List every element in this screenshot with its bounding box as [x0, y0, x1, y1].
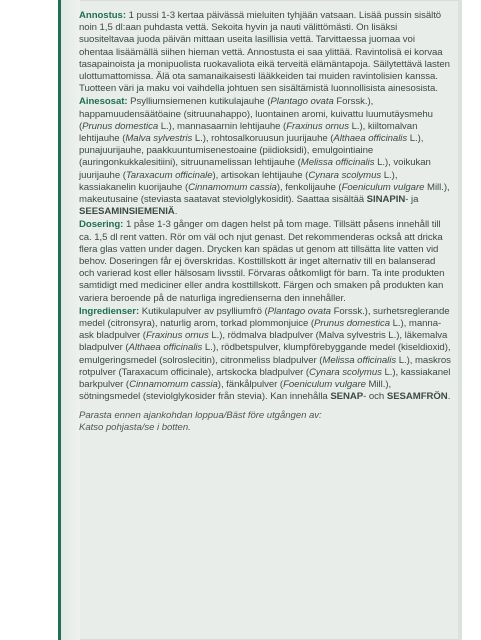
- package-green-edge: [58, 0, 61, 640]
- ingredienser-text-part: Fraxinus ornus: [145, 330, 209, 342]
- ainesosat-text-part: L.), kassiakanelin kuorijauhe (: [79, 169, 398, 193]
- ingredienser-text-part: L.), kassiakanel barkpulver (: [79, 366, 451, 391]
- package-right-edge: [458, 0, 462, 640]
- section-ingredienser: [79, 306, 451, 404]
- ainesosat-text-part: ), fenkolijauhe (: [276, 181, 342, 193]
- ainesosat-text-part: Melissa officinalis: [300, 157, 375, 169]
- ingredienser-text-part: ), fänkålpulver (: [217, 379, 284, 391]
- ainesosat-text-part: .: [174, 206, 178, 218]
- ingredienser-text-part: L.), rödmalva bladpulver (Malva sylvestris L.), läkemalva bladpulver (: [79, 330, 448, 354]
- ingredienser-text-part: Plantago ovata: [267, 305, 331, 317]
- ingredienser-text-part: Althaea officinalis: [128, 342, 203, 354]
- ingredienser-text-part: L.), manna-ask bladpulver (: [79, 318, 442, 342]
- ainesosat-text-part: Cynara scolymus: [308, 169, 382, 181]
- ingredienser-text-part: Melissa officinalis: [322, 354, 397, 366]
- ingredienser-text-part: Cinnamomum cassia: [129, 379, 218, 391]
- ingredienser-text-part: Cynara scolymus: [309, 366, 382, 378]
- ainesosat-text-part: ), artisokan lehtijauhe (: [212, 169, 309, 181]
- ainesosat-text-part: L.), rohtosalkoruusun juurijauhe (: [192, 133, 334, 145]
- best-before-line-1: Parasta ennen ajankohdan loppua/Bäst före utgången av:: [79, 409, 322, 421]
- ingredienser-text-part: .: [447, 391, 451, 403]
- ainesosat-text-part: Fraxinus ornus: [286, 120, 349, 132]
- ingredienser-text-part: - och: [363, 391, 387, 403]
- dosering-body: 1 påse 1-3 gånger om dagen helst på tom mage. Tillsätt påsens innehåll till ca. 1,5 dl rent vatten. Rör om väl och njut genast. Det rekommenderas också att dricka flera glas vatten under dagen. Drycken kan spädas ut genom att tillsätta lite vatten vid behov. Doseringen får ej överskridas. Kosttillskott är inget alternativ till en balanserad och varierad kost eller hälsosam livsstil. Förvaras oåtkomligt för barn. Ta inte produkten samtidigt med mediciner eller andra kosttillskott. Färgen och smaken på produkten kan variera beroende på de naturliga ingredienserna den innehåller.: [79, 219, 445, 304]
- ingredienser-text-part: L.), maskros rotpulver (Taraxacum officinale), artskocka bladpulver (: [79, 354, 451, 378]
- dosering-heading: Dosering:: [79, 219, 124, 231]
- section-dosering: [79, 219, 451, 304]
- ainesosat-text-part: L.), mannasaarnin lehtijauhe (: [158, 120, 287, 132]
- ingredienser-text-part: Kutikulapulver av psylliumfrö (: [141, 305, 268, 317]
- ainesosat-text-part: Malva sylvestris: [125, 133, 193, 145]
- ainesosat-text-part: Cinnamomum cassia: [188, 181, 277, 193]
- ainesosat-text-part: L.), punajuurijauhe, paakkuuntumisenestoaine (piidioksidi), emulgointiaine (auringonkukkalesitiini), sitruunamelissan lehtijauhe (: [79, 133, 424, 169]
- ainesosat-text-part: L.), voikukan juurijauhe (: [79, 157, 431, 181]
- ingredienser-text-part: L.), rödbetspulver, klumpförebyggande medel (kiseldioxid), emulgeringsmedel (solroslecitin), citronmeliss bladpulver (: [79, 342, 451, 366]
- ingredienser-text-part: Forssk.), surhetsreglerande medel (citronsyra), naturlig arom, torkad plommonjuice (: [79, 305, 450, 330]
- ainesosat-text-part: Taraxacum officinale: [125, 169, 213, 181]
- best-before-note: [79, 410, 451, 434]
- ingredienser-text-part: SENAP: [330, 391, 364, 403]
- annostus-heading: Annostus:: [79, 10, 126, 21]
- section-ainesosat: [79, 96, 451, 218]
- ainesosat-text-part: Mill.), makeutusaine (steviasta saatavat steviolglykosidit). Saattaa sisältää: [79, 181, 450, 206]
- ingredienser-body: [79, 306, 451, 402]
- ainesosat-body: [79, 96, 450, 217]
- label-text: [79, 10, 451, 434]
- ainesosat-text-part: Plantago ovata: [270, 96, 334, 108]
- ainesosat-heading: Ainesosat:: [79, 96, 128, 108]
- ainesosat-text-part: Prunus domestica: [82, 120, 159, 132]
- ainesosat-text-part: Althaea officinalis: [333, 133, 408, 145]
- ainesosat-text-part: Psylliumsiemenen kutikulajauhe (: [130, 96, 271, 108]
- ingredienser-text-part: Mill.), sötningsmedel (steviolglykosider från stevia). Kan innehålla: [79, 379, 392, 403]
- ainesosat-text-part: - ja: [405, 194, 419, 206]
- annostus-body: 1 pussi 1-3 kertaa päivässä mieluiten tyhjään vatsaan. Lisää pussin sisältö noin 1,5 dl:aan puhdasta vettä. Sekoita hyvin ja nauti välittömästi. On lisäksi suositeltavaa juoda päivän mittaan useita lasillisia vettä. Tarvittaessa juomaa voi ohentaa lisäämällä siihen hieman vettä. Annostusta ei saa ylittää. Ravintolisä ei korvaa tasapainoista ja monipuolista ruokavaliota eikä terveitä elämäntapoja. Säilytettävä lasten ulottumattomissa. Älä ota samanaikaisesti lääkkeiden tai muiden ravintolisien kanssa. Tuotteen väri ja maku voi vaihdella johtuen sen sisältämistä luonnollisista ainesosista.: [79, 10, 450, 95]
- ingredienser-text-part: SESAMFRÖN: [386, 391, 448, 403]
- ingredienser-text-part: Prunus domestica: [314, 318, 390, 330]
- ainesosat-text-part: SINAPIN: [366, 194, 406, 206]
- ainesosat-text-part: L.), kiiltomalvan lehtijauhe (: [79, 120, 418, 145]
- package-fold-shadow: [58, 0, 80, 640]
- ingredienser-heading: Ingredienser:: [79, 305, 140, 317]
- ainesosat-text-part: SEESAMINSIEMENIÄ: [79, 206, 175, 218]
- ingredienser-text-part: Foeniculum vulgare: [283, 379, 366, 391]
- ainesosat-text-part: Foeniculum vulgare: [341, 181, 425, 193]
- best-before-line-2: Katso pohjasta/se i botten.: [79, 421, 191, 433]
- section-annostus: [79, 10, 451, 95]
- ainesosat-text-part: Forssk.), happamuudensäätöaine (sitruunahappo), luontainen aromi, kuivattu luumutäysmehu (: [79, 96, 433, 132]
